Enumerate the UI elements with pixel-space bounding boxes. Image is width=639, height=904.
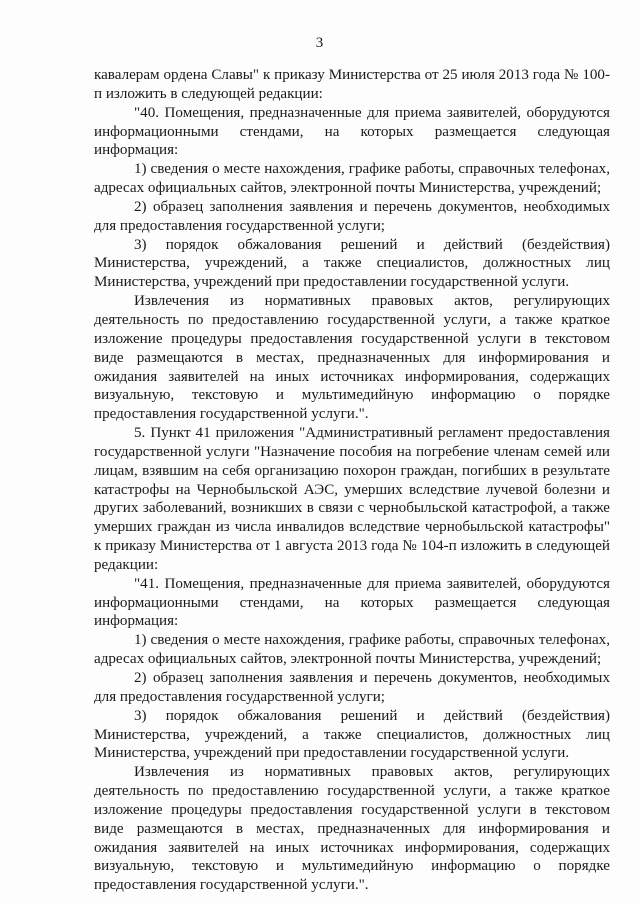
- paragraph: Извлечения из нормативных правовых актов, регулирующих деятельность по предоставлению государственной услуги, а также краткое изложение процедуры предоставления государственной услуги в текстовом виде размещаются в местах, предназначенных для информирования и ожидания заявителей на иных источниках информирования, содержащих визуальную, текстовую и мультимедийную информацию о порядке предоставления государственной услуги.".: [94, 764, 610, 894]
- list-item: 3) порядок обжалования решений и действий (бездействия) Министерства, учреждений, а также специалистов, должностных лиц Министерства, учреждений при предоставлении государственной услуги.: [94, 236, 610, 291]
- list-item: 1) сведения о месте нахождения, графике работы, справочных телефонах, адресах официальных сайтов, электронной почты Министерства, учреждений;: [94, 632, 610, 668]
- list-item: 3) порядок обжалования решений и действий (бездействия) Министерства, учреждений, а также специалистов, должностных лиц Министерства, учреждений при предоставлении государственной услуги.: [94, 707, 610, 762]
- list-item: 2) образец заполнения заявления и перечень документов, необходимых для предоставления государственной услуги;: [94, 198, 610, 234]
- paragraph: "40. Помещения, предназначенные для приема заявителей, оборудуются информационными стендами, на которых размещается следующая информация:: [94, 104, 610, 159]
- paragraph: кавалерам ордена Славы" к приказу Министерства от 25 июля 2013 года № 100-п изложить в следующей редакции:: [94, 67, 610, 102]
- list-item: 2) образец заполнения заявления и перечень документов, необходимых для предоставления государственной услуги;: [94, 670, 610, 705]
- paragraph: 5. Пункт 41 приложения "Административный регламент предоставления государственной услуги "Назначение пособия на погребение членам семей или лицам, взявшим на себя организацию похорон граждан, погибших в результате катастрофы на Чернобыльской АЭС, умерших вследствие лучевой болезни и других заболеваний, возникших в связи с чернобыльской катастрофой, а также умерших граждан из числа инвалидов вследствие чернобыльской катастрофы" к приказу Министерства от 1 августа 2013 года № 104-п изложить в следующей редакции:: [94, 425, 610, 573]
- list-item: 1) сведения о месте нахождения, графике работы, справочных телефонах, адресах официальных сайтов, электронной почты Министерства, учреждений;: [94, 161, 610, 197]
- page-number: 3: [315, 35, 324, 51]
- document-body: [94, 66, 610, 895]
- paragraph: "41. Помещения, предназначенные для приема заявителей, оборудуются информационными стендами, на которых размещается следующая информация:: [94, 575, 610, 630]
- paragraph: Извлечения из нормативных правовых актов, регулирующих деятельность по предоставлению государственной услуги, а также краткое изложение процедуры предоставления государственной услуги в текстовом виде размещаются в местах, предназначенных для информирования и ожидания заявителей на иных источниках информирования, содержащих визуальную, текстовую и мультимедийную информацию о порядке предоставления государственной услуги.".: [94, 293, 610, 423]
